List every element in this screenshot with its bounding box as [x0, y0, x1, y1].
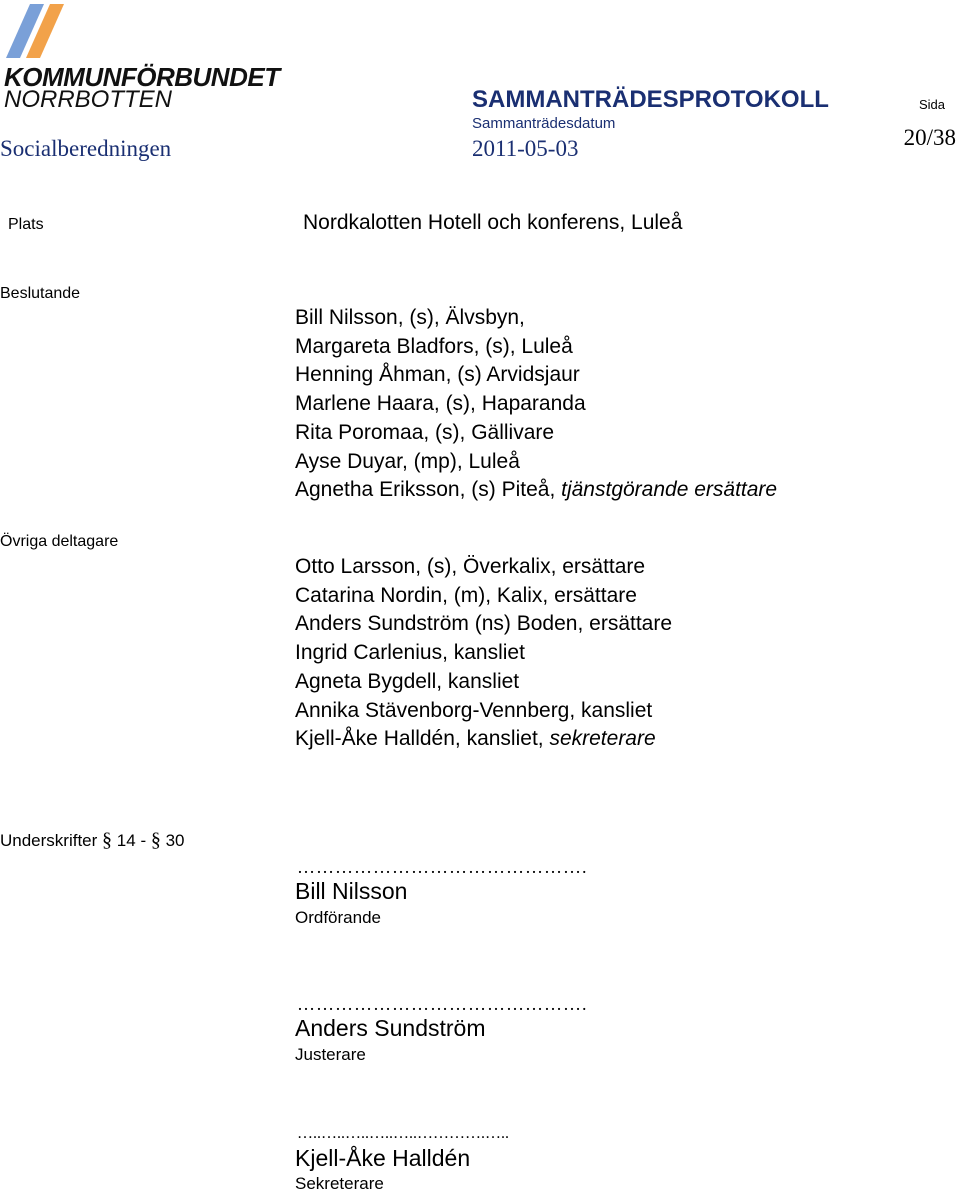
list-item: Anders Sundström (ns) Boden, ersättare	[295, 612, 673, 636]
signature-line: …..…..…..…..…..………….…..	[297, 1125, 509, 1142]
signatures-label: Underskrifter	[0, 831, 98, 850]
voting-members-label: Beslutande	[0, 285, 81, 302]
list-item: Agneta Bygdell, kansliet	[295, 669, 520, 693]
member-name: Agnetha Eriksson, (s) Piteå,	[295, 478, 562, 502]
committee-name: Socialberedningen	[0, 136, 172, 161]
list-item: Henning Åhman, (s) Arvidsjaur	[295, 363, 580, 387]
meeting-date-label: Sammanträdesdatum	[472, 115, 616, 132]
list-item: Annika Stävenborg-Vennberg, kansliet	[295, 698, 653, 722]
other-participants-label: Övriga deltagare	[0, 533, 119, 550]
signatory-name: Kjell-Åke Halldén	[295, 1145, 471, 1171]
signatory-name: Bill Nilsson	[295, 878, 408, 904]
signatory-role: Justerare	[295, 1045, 366, 1064]
list-item: Margareta Bladfors, (s), Luleå	[295, 334, 573, 358]
signature-line: ……………………………………….	[297, 994, 588, 1014]
list-item: Bill Nilsson, (s), Älvsbyn,	[295, 306, 525, 329]
place-label: Plats	[8, 216, 44, 233]
signature-line: ……………………………………….	[297, 857, 588, 877]
list-item: Otto Larsson, (s), Överkalix, ersättare	[295, 555, 646, 578]
page-number: 20/38	[903, 125, 956, 150]
document-title: SAMMANTRÄDESPROTOKOLL	[472, 86, 829, 113]
list-item	[295, 476, 777, 505]
list-item: Catarina Nordin, (m), Kalix, ersättare	[295, 583, 637, 607]
meeting-date: 2011-05-03	[472, 136, 579, 161]
paragraph-separator: -	[140, 831, 147, 850]
list-item: Ingrid Carlenius, kansliet	[295, 641, 525, 665]
voting-members-list	[295, 304, 777, 505]
member-role: tjänstgörande ersättare	[561, 478, 778, 502]
list-item: Rita Poromaa, (s), Gällivare	[295, 420, 555, 444]
signatory-role: Sekreterare	[295, 1174, 384, 1193]
signatures-heading	[0, 829, 185, 852]
paragraph-symbol: §	[150, 829, 161, 851]
list-item: Marlene Haara, (s), Haparanda	[295, 392, 586, 416]
paragraph-to: 30	[165, 831, 185, 850]
signatory-role: Ordförande	[295, 908, 381, 927]
organization-name-line1: KOMMUNFÖRBUNDET	[4, 62, 280, 92]
participant-role: sekreterare	[549, 727, 656, 751]
page-label: Sida	[919, 97, 946, 112]
list-item: Ayse Duyar, (mp), Luleå	[295, 449, 520, 473]
list-item	[295, 725, 672, 754]
participant-name: Kjell-Åke Halldén, kansliet,	[295, 727, 550, 751]
paragraph-from: 14	[116, 831, 136, 850]
paragraph-symbol: §	[102, 829, 113, 851]
other-participants-list	[295, 553, 672, 754]
signatory-name: Anders Sundström	[295, 1015, 486, 1041]
organization-name-line2: NORRBOTTEN	[4, 86, 172, 113]
place-value: Nordkalotten Hotell och konferens, Luleå	[303, 211, 683, 234]
